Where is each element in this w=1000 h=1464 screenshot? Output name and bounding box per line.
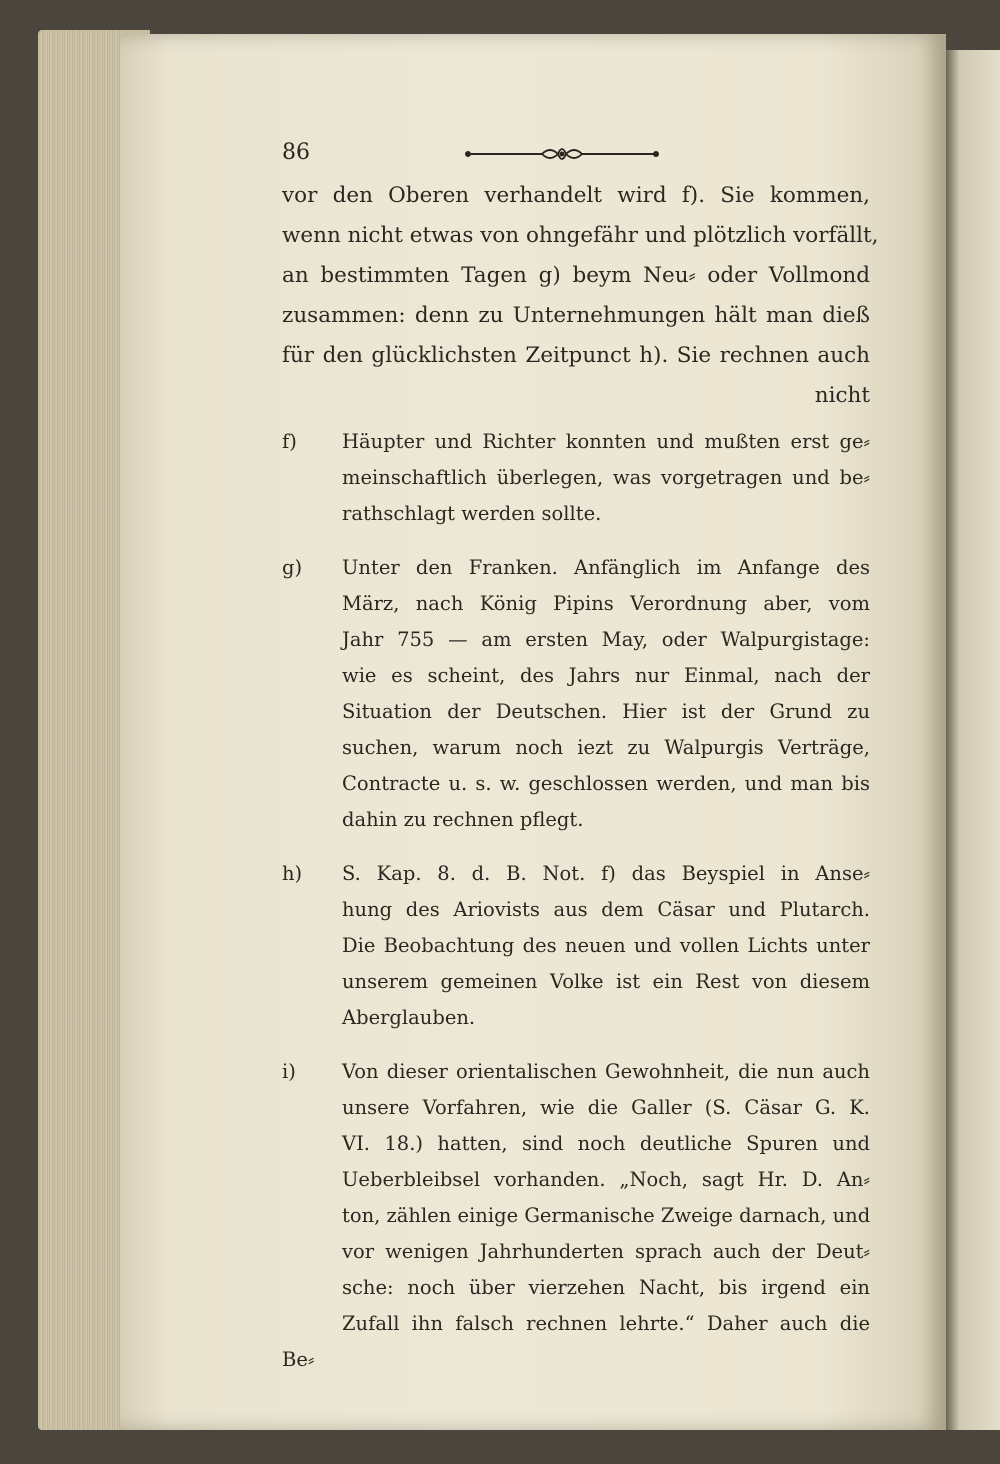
text-line: nicht [814, 383, 870, 408]
footnote-line: Von dieser orientalischen Gewohnheit, die nun auch [342, 1060, 870, 1083]
footnote-line: dahin zu rechnen pflegt. [342, 808, 584, 831]
footnote-label: f) [282, 430, 297, 453]
footnote-line: wie es scheint, des Jahrs nur Einmal, nach der [342, 664, 870, 687]
footnote-line: sche: noch über vierzehen Nacht, bis irgend ein [342, 1276, 870, 1299]
text-line: für den glücklichsten Zeitpunct h). Sie rechnen auch [282, 343, 870, 368]
page-header [282, 140, 872, 170]
footnote-line: Aberglauben. [342, 1006, 476, 1029]
footnote-line: Zufall ihn falsch rechnen lehrte.“ Daher auch die [342, 1312, 870, 1335]
header-ornament [462, 144, 662, 164]
footnote-line: unsere Vorfahren, wie die Galler (S. Cäsar G. K. [342, 1096, 870, 1119]
footnote-line: hung des Ariovists aus dem Cäsar und Plutarch. [342, 898, 870, 921]
footnote-line: suchen, warum noch iezt zu Walpurgis Verträge, [342, 736, 870, 759]
footnote-line: meinschaftlich überlegen, was vorgetragen und be⸗ [342, 466, 870, 489]
footnote-label: i) [282, 1060, 296, 1083]
facing-page-edge [946, 50, 1000, 1430]
footnote-line: Häupter und Richter konnten und mußten erst ge⸗ [342, 430, 870, 453]
footnote-line: rathschlagt werden sollte. [342, 502, 602, 525]
page-number: 86 [282, 140, 310, 165]
footnote-line: Jahr 755 — am ersten May, oder Walpurgistage: [342, 628, 870, 651]
footnote-line: ton, zählen einige Germanische Zweige darnach, und [342, 1204, 871, 1227]
footnote-line: Situation der Deutschen. Hier ist der Grund zu [342, 700, 870, 723]
body-text [282, 176, 879, 1378]
catchword: Be⸗ [282, 1348, 315, 1371]
footnote-line: VI. 18.) hatten, sind noch deutliche Spuren und [342, 1132, 870, 1155]
footnote-line: unserem gemeinen Volke ist ein Rest von diesem [342, 970, 870, 993]
text-line: zusammen: denn zu Unternehmungen hält man dieß [282, 303, 870, 328]
text-line: wenn nicht etwas von ohngefähr und plötzlich vorfällt, [282, 223, 879, 248]
footnote-h [282, 856, 870, 1036]
footnote-line: S. Kap. 8. d. B. Not. f) das Beyspiel in Anse⸗ [342, 862, 870, 885]
footnote-line: Ueberbleibsel vorhanden. „Noch, sagt Hr. D. An⸗ [342, 1168, 870, 1191]
footnote-line: März, nach König Pipins Verordnung aber, vom [342, 592, 870, 615]
text-line: an bestimmten Tagen g) beym Neu⸗ oder Vollmond [282, 263, 870, 288]
footnote-line: Contracte u. s. w. geschlossen werden, und man bis [342, 772, 870, 795]
footnote-line: vor wenigen Jahrhunderten sprach auch der Deut⸗ [342, 1240, 870, 1263]
text-line: vor den Oberen verhandelt wird f). Sie kommen, [282, 183, 870, 208]
footnote-label: g) [282, 556, 303, 579]
footnote-line: Unter den Franken. Anfänglich im Anfange des [342, 556, 870, 579]
footnote-line: Die Beobachtung des neuen und vollen Lichts unter [342, 934, 870, 957]
footnote-i [282, 1054, 870, 1342]
footnote-f [282, 424, 870, 532]
footnote-label: h) [282, 862, 303, 885]
footnote-g [282, 550, 870, 838]
